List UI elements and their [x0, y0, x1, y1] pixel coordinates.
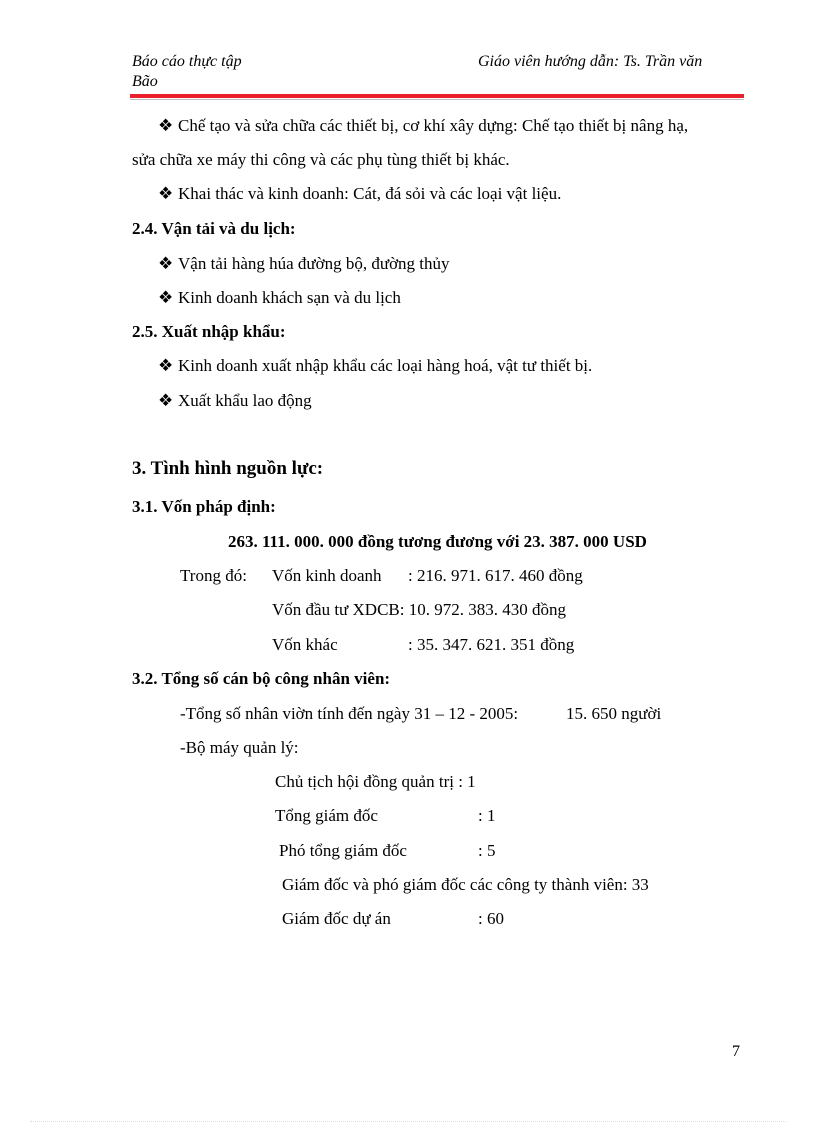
diamond-bullet-icon: ❖ — [158, 391, 174, 410]
bullet-item: ❖ Khai thác và kinh doanh: Cát, đá sỏi và các loại vật liệu. — [158, 184, 562, 203]
diamond-bullet-icon: ❖ — [158, 254, 174, 273]
bullet-item: ❖ Kinh doanh khách sạn và du lịch — [158, 288, 401, 307]
capital-line-value: : 216. 971. 617. 460 đồng — [408, 566, 583, 585]
paragraph-continuation: sửa chữa xe máy thi công và các phụ tùng thiết bị khác. — [132, 150, 510, 169]
capital-line: Vốn đầu tư XDCB: 10. 972. 383. 430 đồng — [272, 600, 566, 619]
management-row-label: Giám đốc dự án — [282, 909, 391, 928]
capital-line-label: Vốn kinh doanh — [272, 566, 382, 585]
bullet-item: ❖ Xuất khẩu lao động — [158, 391, 312, 410]
header-left — [132, 52, 242, 92]
management-row: Chủ tịch hội đồng quản trị : 1 — [275, 772, 476, 791]
diamond-bullet-icon: ❖ — [158, 356, 174, 375]
header-author: Bão — [132, 73, 158, 90]
page-bottom-border — [30, 1121, 786, 1122]
management-row-value: : 5 — [478, 841, 496, 860]
management-row-label: Tổng giám đốc — [275, 806, 378, 825]
section-heading: 3.1. Vốn pháp định: — [132, 497, 276, 516]
management-row: Giám đốc và phó giám đốc các công ty thành viên: 33 — [282, 875, 649, 894]
diamond-bullet-icon: ❖ — [158, 184, 174, 203]
header-rule-grey — [130, 99, 744, 100]
diamond-bullet-icon: ❖ — [158, 288, 174, 307]
page-number: 7 — [732, 1043, 740, 1060]
chapter-heading: 3. Tình hình nguồn lực: — [132, 458, 324, 479]
management-row-label: Phó tổng giám đốc — [279, 841, 407, 860]
header-advisor: Giáo viên hướng dẫn: Ts. Trần văn — [478, 53, 703, 70]
section-heading: 3.2. Tổng số cán bộ công nhân viên: — [132, 669, 391, 688]
management-row-value: : 60 — [478, 909, 504, 928]
capital-line-value: : 35. 347. 621. 351 đồng — [408, 635, 575, 654]
header-report-title: Báo cáo thực tập — [132, 53, 242, 70]
capital-total: 263. 111. 000. 000 đồng tương đương với 23. 387. 000 USD — [228, 532, 647, 551]
section-heading: 2.5. Xuất nhập khẩu: — [132, 322, 286, 341]
bullet-item: ❖ Kinh doanh xuất nhập khẩu các loại hàng hoá, vật tư thiết bị. — [158, 356, 593, 375]
bullet-item: ❖ Chế tạo và sửa chữa các thiết bị, cơ khí xây dựng: Chế tạo thiết bị nâng hạ, — [158, 116, 689, 135]
diamond-bullet-icon: ❖ — [158, 116, 174, 135]
capital-line-label: Vốn khác — [272, 635, 338, 654]
section-heading: 2.4. Vận tải và du lịch: — [132, 219, 296, 238]
staff-value: 15. 650 người — [566, 704, 662, 723]
header-rule-red — [130, 94, 744, 98]
staff-line: -Tổng số nhân viờn tính đến ngày 31 – 12 - 2005: — [180, 704, 519, 723]
management-row-value: : 1 — [478, 806, 496, 825]
bullet-item: ❖ Vận tải hàng húa đường bộ, đường thủy — [158, 254, 450, 273]
management-label: -Bộ máy quản lý: — [180, 738, 299, 757]
trong-do-label: Trong đó: — [180, 566, 247, 585]
